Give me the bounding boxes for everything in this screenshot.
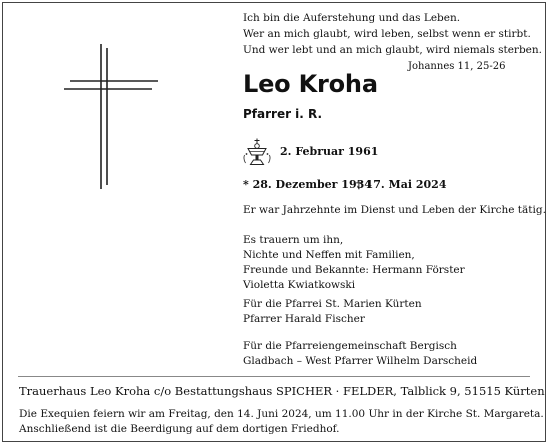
mourners-line: Violetta Kwiatkowski	[243, 279, 356, 291]
quote-line: Wer an mich glaubt, wird leben, selbst wenn er stirbt.	[243, 28, 531, 40]
parish-line: Pfarrer Harald Fischer	[243, 313, 365, 325]
deceased-name: Leo Kroha	[243, 70, 378, 98]
funeral-service-info	[19, 407, 544, 437]
footer-divider	[18, 376, 530, 377]
funeral-home-address: Trauerhaus Leo Kroha c/o Bestattungshaus SPICHER · FELDER, Talblick 9, 51515 Kürten	[19, 384, 545, 398]
quote-line: Und wer lebt und an mich glaubt, wird niemals sterben.	[243, 44, 542, 56]
deceased-title: Pfarrer i. R.	[243, 107, 323, 121]
service-line: Anschließend ist die Beerdigung auf dem dortigen Friedhof.	[19, 423, 340, 435]
bible-quote	[243, 10, 542, 58]
mourners-block	[243, 233, 465, 293]
mourners-line: Es trauern um ihn,	[243, 234, 344, 246]
chalice-icon	[243, 138, 271, 166]
latin-cross-icon	[64, 44, 164, 189]
parish-marien-block	[243, 297, 422, 327]
parish-line: Für die Pfarreiengemeinschaft Bergisch	[243, 340, 457, 352]
tribute-text: Er war Jahrzehnte im Dienst und Leben der Kirche tätig.	[243, 204, 546, 216]
ordination-date: 2. Februar 1961	[280, 145, 379, 158]
parish-line: Für die Pfarrei St. Marien Kürten	[243, 298, 422, 310]
parish-bergisch-block	[243, 339, 477, 369]
quote-line: Ich bin die Auferstehung und das Leben.	[243, 12, 461, 24]
quote-source: Johannes 11, 25-26	[408, 61, 506, 72]
service-line: Die Exequien feiern wir am Freitag, den 14. Juni 2024, um 11.00 Uhr in der Kirche St. Margareta.	[19, 408, 544, 420]
parish-line: Gladbach – West Pfarrer Wilhelm Darscheid	[243, 355, 478, 367]
mourners-line: Freunde und Bekannte: Hermann Förster	[243, 264, 465, 276]
birth-date: * 28. Dezember 1934	[243, 178, 372, 191]
mourners-line: Nichte und Neffen mit Familien,	[243, 249, 415, 261]
death-date: † 17. Mai 2024	[356, 178, 447, 191]
